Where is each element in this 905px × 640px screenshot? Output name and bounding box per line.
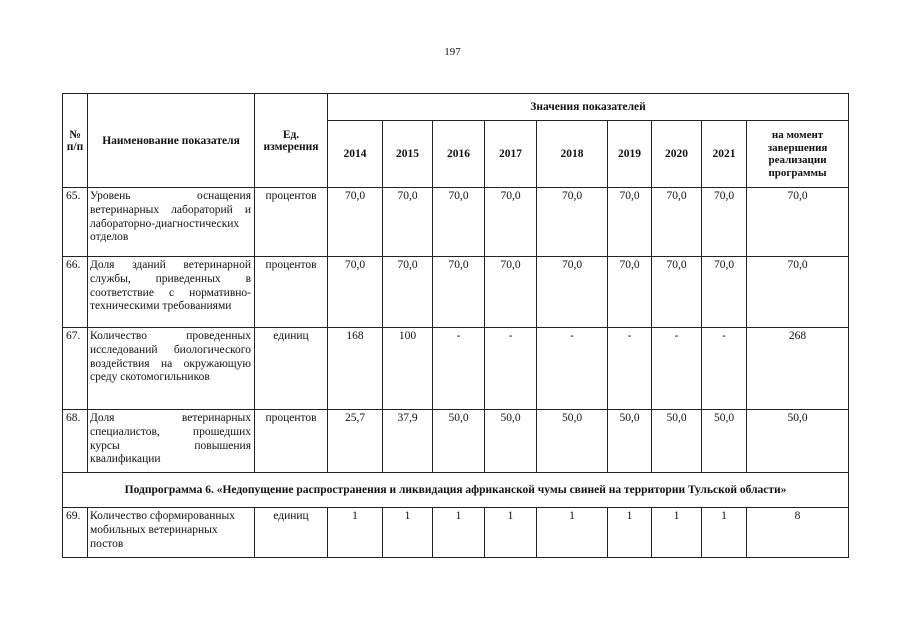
value-cell: 50,0 [652,410,702,473]
value-cell: 70,0 [383,188,433,257]
value-cell: 37,9 [383,410,433,473]
value-cell: 1 [537,508,608,558]
final-value-cell: 8 [747,508,849,558]
value-cell: 70,0 [383,257,433,328]
header-values-group: Значения показателей [328,94,849,121]
unit-cell: процентов [255,257,328,328]
row-number: 65. [63,188,88,257]
indicators-table [62,93,849,558]
subprogram-row [63,473,849,508]
value-cell: 70,0 [328,257,383,328]
final-value-cell: 70,0 [747,188,849,257]
header-unit: Ед. измерения [255,94,328,188]
table-row [63,508,849,558]
table-row [63,257,849,328]
row-number: 67. [63,328,88,410]
value-cell: 70,0 [702,257,747,328]
value-cell: 1 [485,508,537,558]
value-cell: 50,0 [485,410,537,473]
header-year: 2019 [608,121,652,188]
header-year: 2015 [383,121,433,188]
value-cell: 70,0 [433,188,485,257]
value-cell: 70,0 [652,188,702,257]
value-cell: 50,0 [608,410,652,473]
value-cell: 1 [383,508,433,558]
header-name: Наименование показателя [88,94,255,188]
value-cell: 70,0 [537,188,608,257]
value-cell: 1 [433,508,485,558]
indicator-name: Количество сформированных мобильных ветеринарных постов [88,508,255,558]
value-cell: 100 [383,328,433,410]
row-number: 69. [63,508,88,558]
unit-cell: единиц [255,328,328,410]
unit-cell: единиц [255,508,328,558]
value-cell: - [485,328,537,410]
unit-cell: процентов [255,188,328,257]
value-cell: 50,0 [702,410,747,473]
header-num: № п/п [63,94,88,188]
header-year: 2020 [652,121,702,188]
value-cell: - [433,328,485,410]
indicator-name: Уровень оснащения ветеринарных лабораторий и лабораторно-диагностических отделов [88,188,255,257]
indicator-name: Количество проведенных исследований биологического воздействия на окружающую среду скотомогильников [88,328,255,410]
value-cell: 1 [702,508,747,558]
row-number: 68. [63,410,88,473]
table-row [63,410,849,473]
value-cell: 168 [328,328,383,410]
value-cell: 70,0 [608,188,652,257]
final-value-cell: 268 [747,328,849,410]
header-year: 2014 [328,121,383,188]
value-cell: 70,0 [608,257,652,328]
final-value-cell: 50,0 [747,410,849,473]
header-year: 2021 [702,121,747,188]
value-cell: 70,0 [702,188,747,257]
header-final: на момент завершения реализации программы [747,121,849,188]
subprogram-title: Подпрограмма 6. «Недопущение распространения и ликвидация африканской чумы свиней на территории Тульской области» [63,473,849,508]
value-cell: 70,0 [328,188,383,257]
value-cell: 25,7 [328,410,383,473]
table-row [63,188,849,257]
header-year: 2018 [537,121,608,188]
value-cell: 50,0 [433,410,485,473]
value-cell: 70,0 [433,257,485,328]
row-number: 66. [63,257,88,328]
value-cell: - [537,328,608,410]
page-number: 197 [444,46,461,58]
header-year: 2017 [485,121,537,188]
value-cell: - [608,328,652,410]
value-cell: 50,0 [537,410,608,473]
value-cell: 70,0 [485,257,537,328]
value-cell: 70,0 [485,188,537,257]
table-header [63,94,849,188]
value-cell: 70,0 [537,257,608,328]
indicator-name: Доля зданий ветеринарной службы, приведенных в соответствие с нормативно-техническими требованиями [88,257,255,328]
value-cell: 1 [608,508,652,558]
value-cell: 1 [328,508,383,558]
table-row [63,328,849,410]
header-year: 2016 [433,121,485,188]
value-cell: - [702,328,747,410]
final-value-cell: 70,0 [747,257,849,328]
value-cell: 70,0 [652,257,702,328]
value-cell: - [652,328,702,410]
value-cell: 1 [652,508,702,558]
unit-cell: процентов [255,410,328,473]
indicator-name: Доля ветеринарных специалистов, прошедших курсы повышения квалификации [88,410,255,473]
